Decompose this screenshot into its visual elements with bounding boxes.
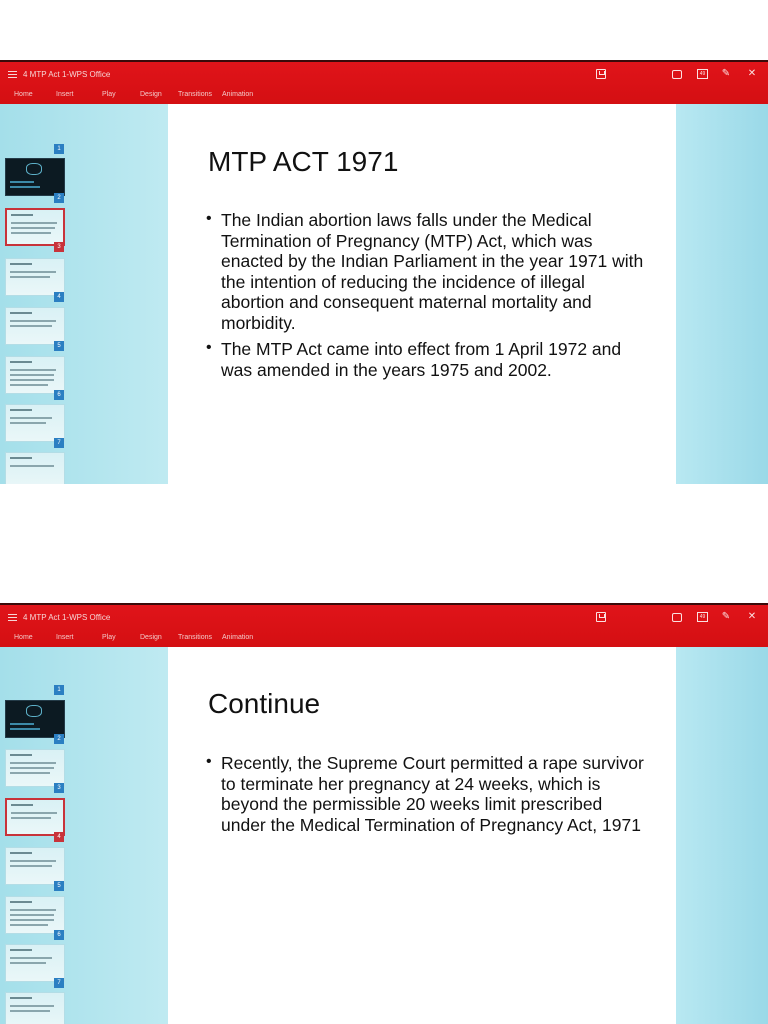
thumbnail-line (10, 417, 52, 419)
slide-title: Continue (208, 688, 321, 719)
tab-design[interactable]: Design (140, 91, 162, 98)
tab-play[interactable]: Play (102, 634, 116, 641)
thumbnail-line (11, 817, 51, 819)
slide-number: 7 (54, 438, 64, 448)
bullet-item: • The MTP Act came into effect from 1 April 1972 and was amended in the years 1975 and 2002. (204, 339, 644, 380)
slide-number-active: 3 (54, 242, 64, 252)
tab-animation[interactable]: Animation (222, 634, 254, 641)
workspace (0, 104, 768, 484)
slide-number: 5 (54, 341, 64, 351)
thumbnail-title (10, 361, 32, 363)
close-icon[interactable]: ✕ (747, 611, 757, 622)
slide-thumbnail-8[interactable] (5, 992, 65, 1024)
thumbnail-line (10, 728, 40, 730)
bullet-item: • Recently, the Supreme Court permitted a rape survivor to terminate her pregnancy at 24 weeks, which is beyond the permissible 20 weeks limit prescribed under the Medical Termination of Pregnancy Act, 1971 (204, 753, 644, 835)
slide-thumbnail-7[interactable] (5, 404, 65, 442)
thumbnail-line (10, 186, 40, 188)
app-title: 4 MTP Act 1-WPS Office (23, 70, 111, 79)
thumbnail-title (11, 804, 33, 806)
workspace (0, 647, 768, 1024)
title-bar (0, 60, 768, 104)
tab-play[interactable]: Play (102, 91, 116, 98)
thumbnail-title (10, 263, 32, 265)
thumbnail-line (10, 762, 56, 764)
slide-thumbnail-4[interactable] (5, 798, 65, 836)
thumbnail-line (10, 860, 56, 862)
thumbnail-line (10, 181, 34, 183)
slide-thumbnail-5[interactable] (5, 847, 65, 885)
thumbnail-line (10, 379, 54, 381)
slide-number: 6 (54, 390, 64, 400)
thumbnail-line (10, 422, 46, 424)
slide-thumbnail-8[interactable] (5, 452, 65, 484)
thumbnail-title (10, 949, 32, 951)
slide-title: MTP ACT 1971 (208, 146, 399, 177)
thumbnail-line (10, 924, 48, 926)
tab-design[interactable]: Design (140, 634, 162, 641)
thumbnail-line (10, 271, 56, 273)
slide-thumbnail-3[interactable] (5, 208, 65, 246)
slide-thumbnail-panel[interactable] (0, 104, 72, 484)
thumbnail-line (10, 962, 46, 964)
slide-number: 3 (54, 783, 64, 793)
screenshot-2 (0, 603, 768, 1024)
slide-thumbnail-4[interactable] (5, 258, 65, 296)
slide-number: 5 (54, 881, 64, 891)
thumbnail-line (10, 957, 52, 959)
tab-insert[interactable]: Insert (56, 91, 74, 98)
thumbnail-line (10, 914, 54, 916)
thumbnail-line (11, 812, 57, 814)
pen-icon[interactable]: ✎ (721, 611, 731, 622)
thumbnail-line (10, 276, 50, 278)
slide-thumbnail-2[interactable] (5, 158, 65, 196)
tab-transitions[interactable]: Transitions (178, 634, 212, 641)
slide-number: 1 (54, 685, 64, 695)
slide-number: 7 (54, 978, 64, 988)
slide-thumbnail-5[interactable] (5, 307, 65, 345)
close-icon[interactable]: ✕ (747, 68, 757, 79)
slide-bullet-list (204, 753, 644, 841)
pen-icon[interactable]: ✎ (721, 68, 731, 79)
thumbnail-figure (26, 705, 42, 717)
thumbnail-line (11, 222, 57, 224)
slide-bullet-list (204, 210, 644, 386)
slide-thumbnail-6[interactable] (5, 896, 65, 934)
thumbnail-line (10, 1005, 54, 1007)
slide-thumbnail-3[interactable] (5, 749, 65, 787)
tab-home[interactable]: Home (14, 91, 33, 98)
slide-canvas[interactable] (168, 647, 676, 1024)
app-title-area (8, 70, 110, 79)
slide-thumbnail-7[interactable] (5, 944, 65, 982)
thumbnail-line (10, 325, 52, 327)
share-icon[interactable] (672, 613, 682, 622)
thumbnail-line (10, 369, 56, 371)
thumbnail-line (10, 865, 52, 867)
slide-number: 1 (54, 144, 64, 154)
save-icon[interactable] (596, 612, 606, 622)
tab-insert[interactable]: Insert (56, 634, 74, 641)
ribbon-tabs (14, 91, 272, 98)
bullet-item: • The Indian abortion laws falls under the Medical Termination of Pregnancy (MTP) Act, which was enacted by the Indian Parliament in the year 1971 with the intention of reducing the incidence of illegal abortion and consequent maternal mortality and morbidity. (204, 210, 644, 333)
menu-icon[interactable] (8, 71, 17, 78)
menu-icon[interactable] (8, 614, 17, 621)
slide-number: 2 (54, 734, 64, 744)
thumbnail-line (10, 772, 50, 774)
slide-thumbnail-2[interactable] (5, 700, 65, 738)
thumbnail-title (10, 312, 32, 314)
slide-number: 2 (54, 193, 64, 203)
tab-transitions[interactable]: Transitions (178, 91, 212, 98)
thumbnail-title (11, 214, 33, 216)
app-title-area (8, 613, 110, 622)
thumbnail-line (10, 374, 54, 376)
thumbnail-line (10, 909, 56, 911)
thumbnail-title (10, 852, 32, 854)
slide-number: 6 (54, 930, 64, 940)
thumbnail-line (11, 232, 51, 234)
thumbnail-line (10, 1010, 50, 1012)
thumbnail-figure (26, 163, 42, 175)
thumbnail-line (10, 320, 56, 322)
thumbnail-line (11, 227, 55, 229)
thumbnail-title (10, 754, 32, 756)
thumbnail-title (10, 457, 32, 459)
save-icon[interactable] (596, 69, 606, 79)
thumbnail-title (10, 901, 32, 903)
thumbnail-line (10, 723, 34, 725)
ribbon-tabs (14, 634, 272, 641)
slide-canvas[interactable] (168, 104, 676, 484)
app-title: 4 MTP Act 1-WPS Office (23, 613, 111, 622)
screenshot-1 (0, 60, 768, 484)
grid-icon[interactable]: 49 (697, 69, 708, 79)
tab-home[interactable]: Home (14, 634, 33, 641)
thumbnail-title (10, 409, 32, 411)
grid-icon[interactable]: 49 (697, 612, 708, 622)
thumbnail-line (10, 919, 54, 921)
share-icon[interactable] (672, 70, 682, 79)
thumbnail-line (10, 767, 54, 769)
title-bar (0, 603, 768, 647)
slide-number: 4 (54, 292, 64, 302)
slide-thumbnail-panel[interactable] (0, 647, 72, 1024)
thumbnail-title (10, 997, 32, 999)
thumbnail-line (10, 465, 54, 467)
thumbnail-line (10, 384, 48, 386)
slide-number-active: 4 (54, 832, 64, 842)
slide-thumbnail-6[interactable] (5, 356, 65, 394)
tab-animation[interactable]: Animation (222, 91, 254, 98)
